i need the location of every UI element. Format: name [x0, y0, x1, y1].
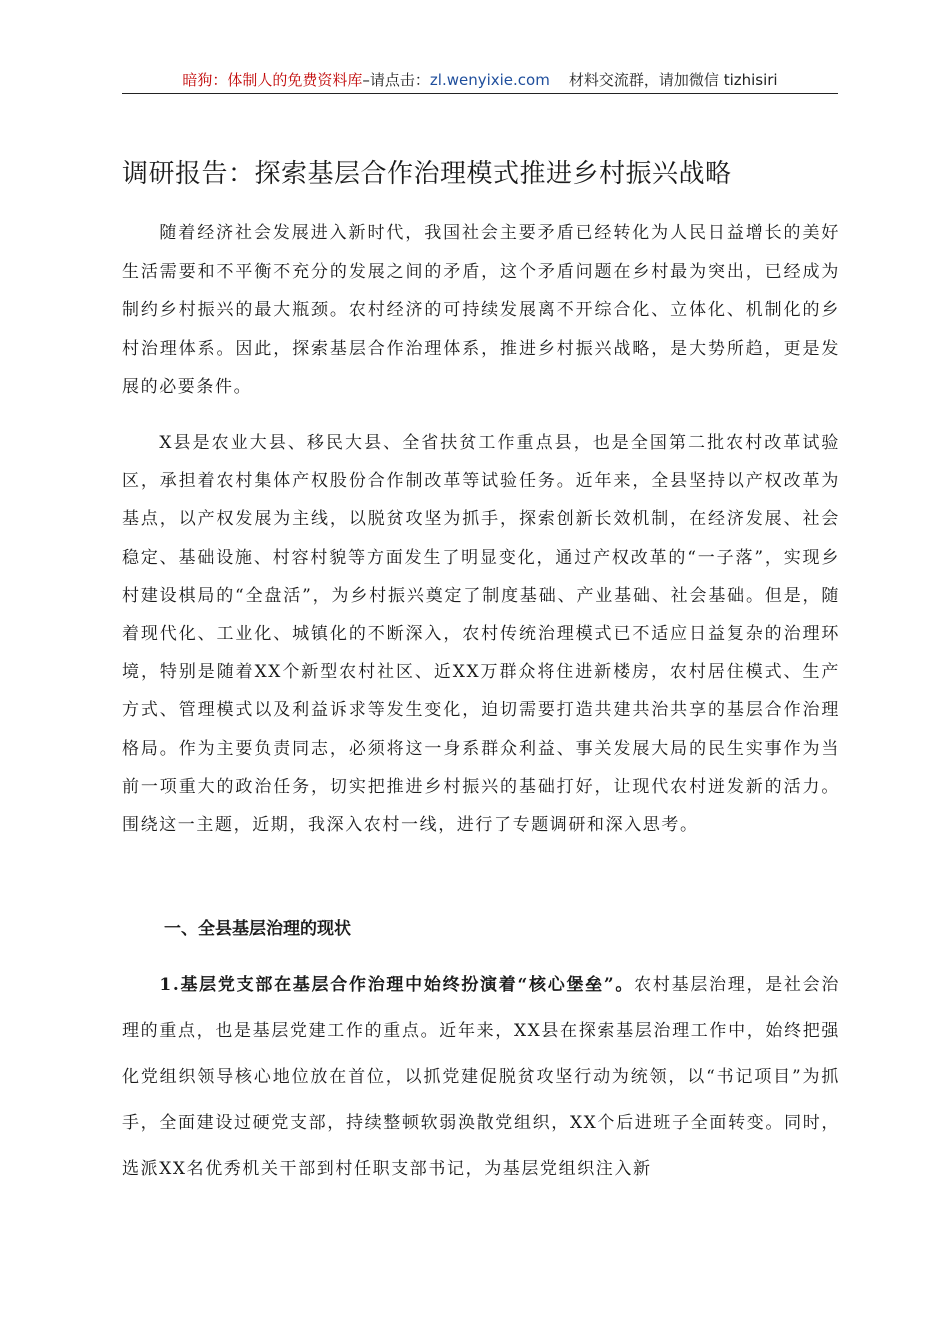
header-click-prefix: –请点击： [362, 71, 430, 89]
subsection-body: 农村基层治理，是社会治理的重点，也是基层党建工作的重点。近年来，XX县在探索基层治理工作中，始终把强化党组织领导核心地位放在首位，以抓党建促脱贫攻坚行动为统领，以“书记项目”为抓手，全面建设过硬党支部，持续整顿软弱涣散党组织，XX个后进班子全面转变。同时，选派XX名优秀机关干部到村任职支部书记，为基层党组织注入新 [122, 975, 840, 1179]
subsection-lead: 1.基层党支部在基层合作治理中始终扮演着“核心堡垒”。 [159, 975, 635, 995]
header-divider [122, 93, 838, 94]
paragraph-intro: 随着经济社会发展进入新时代，我国社会主要矛盾已经转化为人民日益增长的美好生活需要和不平衡不充分的发展之间的矛盾，这个矛盾问题在乡村最为突出，已经成为制约乡村振兴的最大瓶颈。农村经济的可持续发展离不开综合化、立体化、机制化的乡村治理体系。因此，探索基层合作治理体系，推进乡村振兴战略，是大势所趋，更是发展的必要条件。 [122, 223, 840, 397]
section-heading: 一、全县基层治理的现状 [164, 919, 351, 939]
paragraph-subsection-1 [122, 962, 840, 1192]
paragraph-county-background: X县是农业大县、移民大县、全省扶贫工作重点县，也是全国第二批农村改革试验区，承担着农村集体产权股份合作制改革等试验任务。近年来，全县坚持以产权改革为基点，以产权发展为主线，以脱贫攻坚为抓手，探索创新长效机制，在经济发展、社会稳定、基础设施、村容村貌等方面发生了明显变化，通过产权改革的“一子落”，实现乡村建设棋局的“全盘活”，为乡村振兴奠定了制度基础、产业基础、社会基础。但是，随着现代化、工业化、城镇化的不断深入，农村传统治理模式已不适应日益复杂的治理环境，特别是随着XX个新型农村社区、近XX万群众将住进新楼房，农村居住模式、生产方式、管理模式以及利益诉求等发生变化，迫切需要打造共建共治共享的基层合作治理格局。作为主要负责同志，必须将这一身系群众利益、事关发展大局的民生实事作为当前一项重大的政治任务，切实把推进乡村振兴的基础打好，让现代农村迸发新的活力。围绕这一主题，近期，我深入农村一线，进行了专题调研和深入思考。 [122, 433, 840, 836]
header-wechat-note: 材料交流群，请加微信 tizhisiri [568, 71, 778, 89]
header-brand: 暗狗：体制人的免费资料库 [182, 71, 363, 89]
document-title: 调研报告：探索基层合作治理模式推进乡村振兴战略 [122, 159, 732, 189]
page-header [122, 68, 838, 92]
header-url-link[interactable]: zl.wenyixie.com [429, 71, 550, 89]
